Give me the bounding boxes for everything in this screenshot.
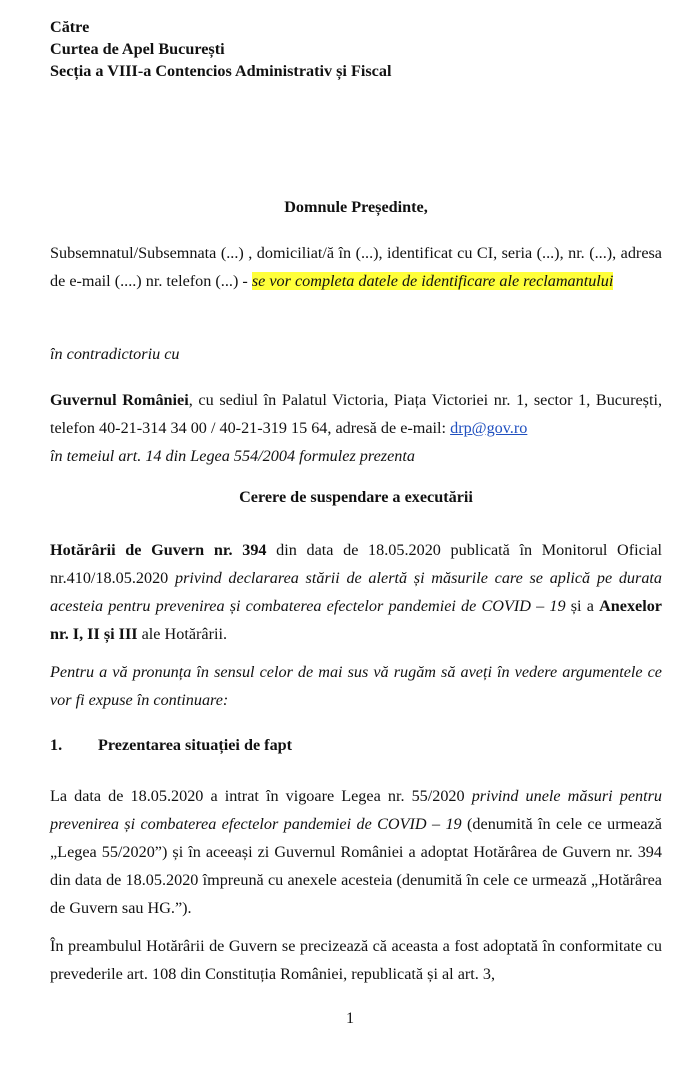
facts-p1-law-subject: privind unele măsuri pentru prevenirea și combaterea efectelor pandemiei de COVID – 19	[50, 787, 662, 833]
decision-annexes: Anexelor nr. I, II și III	[50, 597, 662, 643]
addressee-line-1: Către	[50, 18, 90, 36]
intro-paragraph: Pentru a vă pronunța în sensul celor de mai sus vă rugăm să aveți în vedere argumentele ce vor fi expuse în continuare:	[50, 663, 662, 709]
decision-and: și a	[565, 597, 600, 615]
legal-basis: în temeiul art. 14 din Legea 554/2004 formulez prezenta	[50, 447, 415, 465]
section-heading	[50, 731, 662, 759]
facts-p1-a: La data de 18.05.2020 a intrat în vigoare Legea nr. 55/2020	[50, 787, 472, 805]
decision-title: Hotărârii de Guvern nr. 394	[50, 541, 267, 559]
salutation: Domnule Președinte,	[284, 198, 428, 216]
decision-end: ale Hotărârii.	[137, 625, 228, 643]
request-title: Cerere de suspendare a executării	[239, 488, 473, 506]
defendant-name: Guvernul României	[50, 391, 189, 409]
defendant-paragraph	[50, 386, 662, 470]
decision-text: din data de 18.05.2020 publicată în Monitorul Oficial nr.410/18.05.2020	[50, 541, 663, 587]
petitioner-text: Subsemnatul/Subsemnata (...) , domiciliat/ă în (...), identificat cu CI, seria (...), nr. (...), adresa de e-mail (....) nr. telefon (...) -	[50, 244, 662, 290]
facts-paragraph-1	[50, 782, 662, 922]
section-number: 1.	[50, 736, 63, 754]
section-title: Prezentarea situației de fapt	[98, 736, 293, 754]
decision-paragraph	[50, 536, 662, 648]
decision-subject: privind declararea stării de alertă și măsurile care se aplică pe durata acesteia pentru prevenirea și combaterea efectelor pandemiei de COVID – 19	[50, 569, 663, 615]
defendant-email-link[interactable]: drp@gov.ro	[450, 419, 528, 437]
addressee-line-3: Secția a VIII-a Contencios Administrativ și Fiscal	[50, 62, 392, 80]
petitioner-highlight: se vor completa datele de identificare ale reclamantului	[251, 272, 614, 290]
addressee-line-2: Curtea de Apel București	[50, 40, 225, 58]
defendant-text: , cu sediul în Palatul Victoria, Piața Victoriei nr. 1, sector 1, București, telefon 40-21-314 34 00 / 40-21-319 15 64, adresă de e-mail:	[50, 391, 663, 437]
addressee-block	[50, 16, 662, 82]
facts-p1-c: (denumită în cele ce urmează „Legea 55/2020”) și în aceeași zi Guvernul României a adoptat Hotărârea de Guvern nr. 394 din data de 18.05.2020 împreună cu anexele acesteia (denumită în cele ce urmează „Hotărârea de Guvern sau HG.”).	[50, 815, 662, 917]
petitioner-paragraph	[50, 239, 662, 295]
facts-paragraph-2: În preambulul Hotărârii de Guvern se precizează că aceasta a fost adoptată în conformitate cu prevederile art. 108 din Constituția României, republicată și al art. 3,	[50, 937, 662, 983]
contradictory-line: în contradictoriu cu	[50, 345, 180, 363]
page-number: 1	[345, 1009, 355, 1027]
